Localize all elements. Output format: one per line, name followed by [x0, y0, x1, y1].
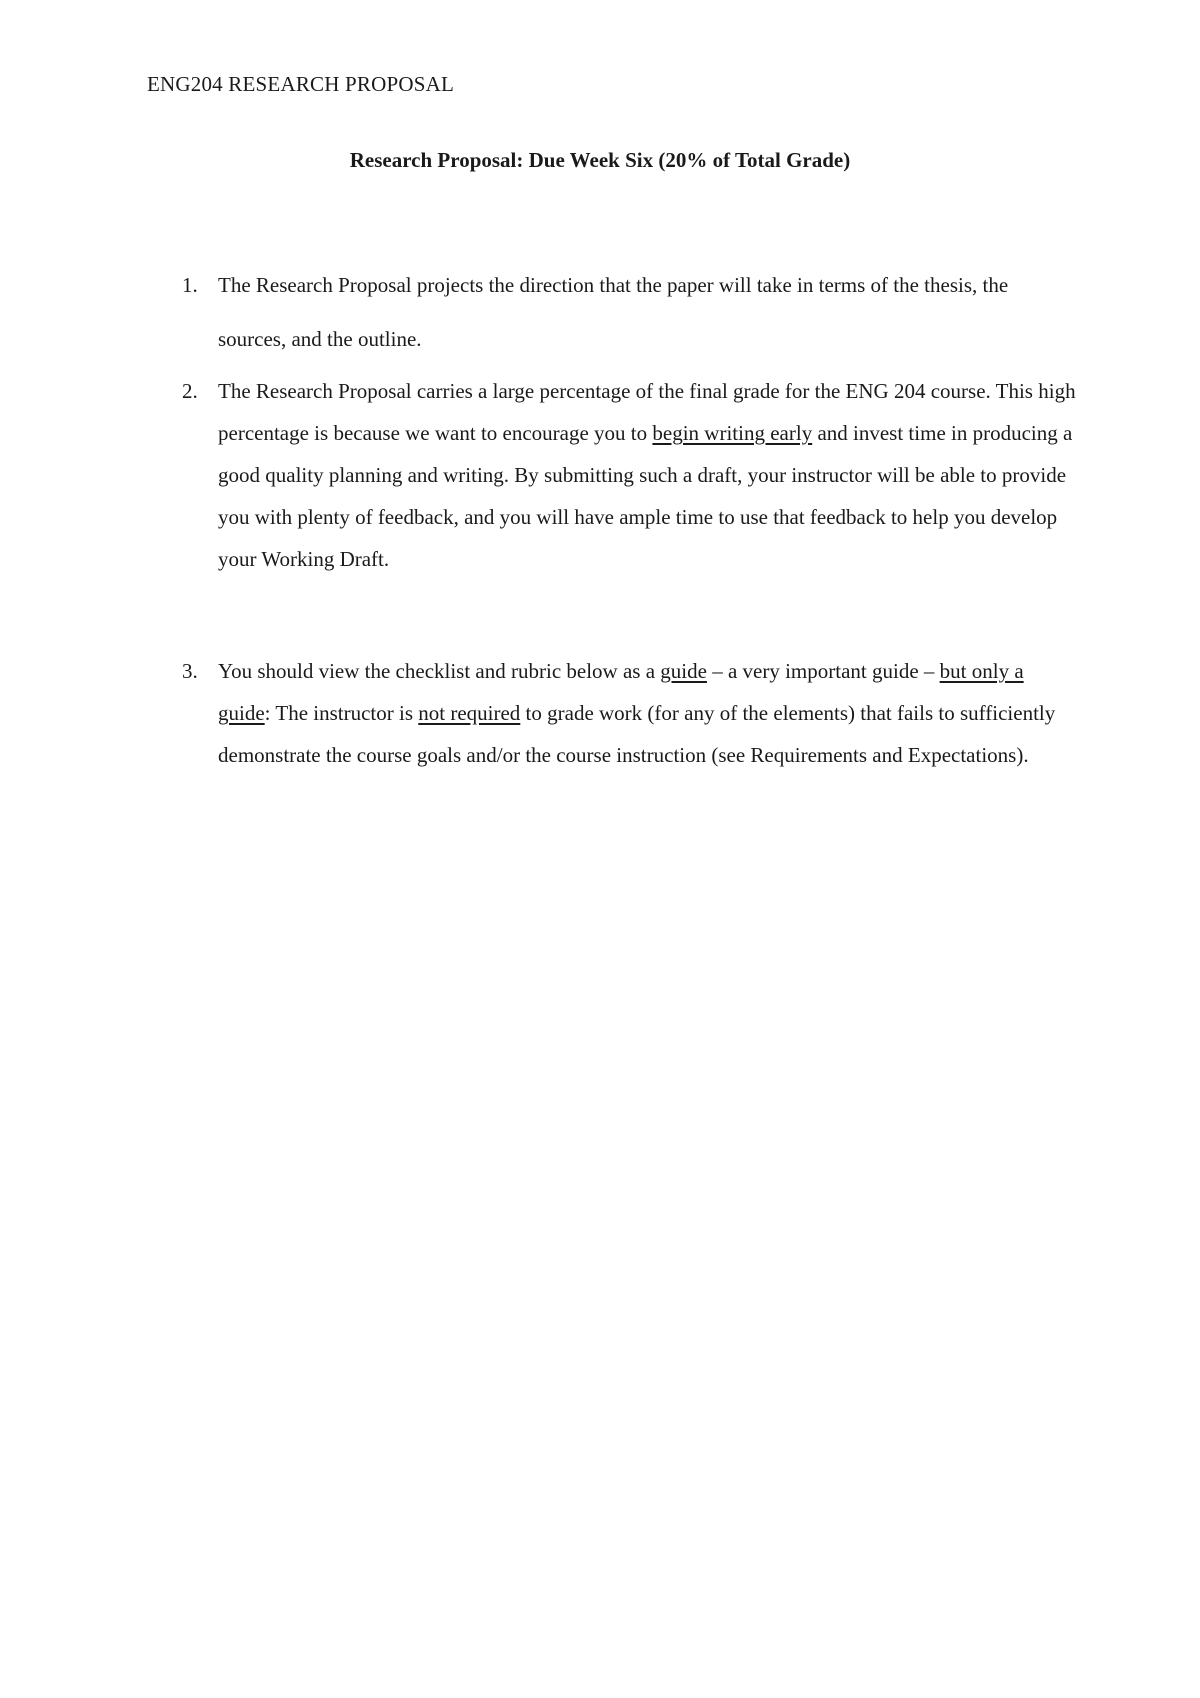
- list-item-number: 1.: [182, 273, 198, 297]
- list-item: [182, 370, 1078, 580]
- underlined-phrase: begin writing early: [652, 421, 813, 445]
- text-segment: You should view the checklist and rubric below as a: [218, 659, 661, 683]
- list-item: [182, 258, 1078, 366]
- page-title: Research Proposal: Due Week Six (20% of Total Grade): [349, 148, 851, 172]
- text-segment: to grade work (for any of the elements) that fails to sufficiently demonstrate the course goals and/or the course instruction (see Requirements and Expectations).: [218, 701, 1056, 767]
- list-item-text: [218, 258, 1078, 366]
- list-item-text: [218, 650, 1078, 776]
- list-item-number: 3.: [182, 659, 198, 683]
- underlined-phrase: not required: [418, 701, 521, 725]
- text-segment: – a very important guide –: [706, 659, 940, 683]
- list-item-text: [218, 370, 1078, 580]
- list-item: [182, 650, 1078, 776]
- text-segment: The Research Proposal carries a large percentage of the final grade for the ENG 204 course. This high percentage is because we want to encourage you to: [218, 379, 1076, 445]
- list-item-number: 2.: [182, 379, 198, 403]
- underlined-phrase: guide: [660, 659, 707, 683]
- running-head: ENG204 RESEARCH PROPOSAL: [147, 72, 455, 96]
- underlined-phrase: but only a guide: [218, 659, 1024, 725]
- text-segment: and invest time in producing a good quality planning and writing. By submitting such a draft, your instructor will be able to provide you with plenty of feedback, and you will have ample time to use that feedback to help you develop your Working Draft.: [218, 421, 1073, 571]
- text-segment: : The instructor is: [264, 701, 419, 725]
- text-segment: The Research Proposal projects the direction that the paper will take in terms of the thesis, the sources, and the outline.: [218, 273, 1009, 351]
